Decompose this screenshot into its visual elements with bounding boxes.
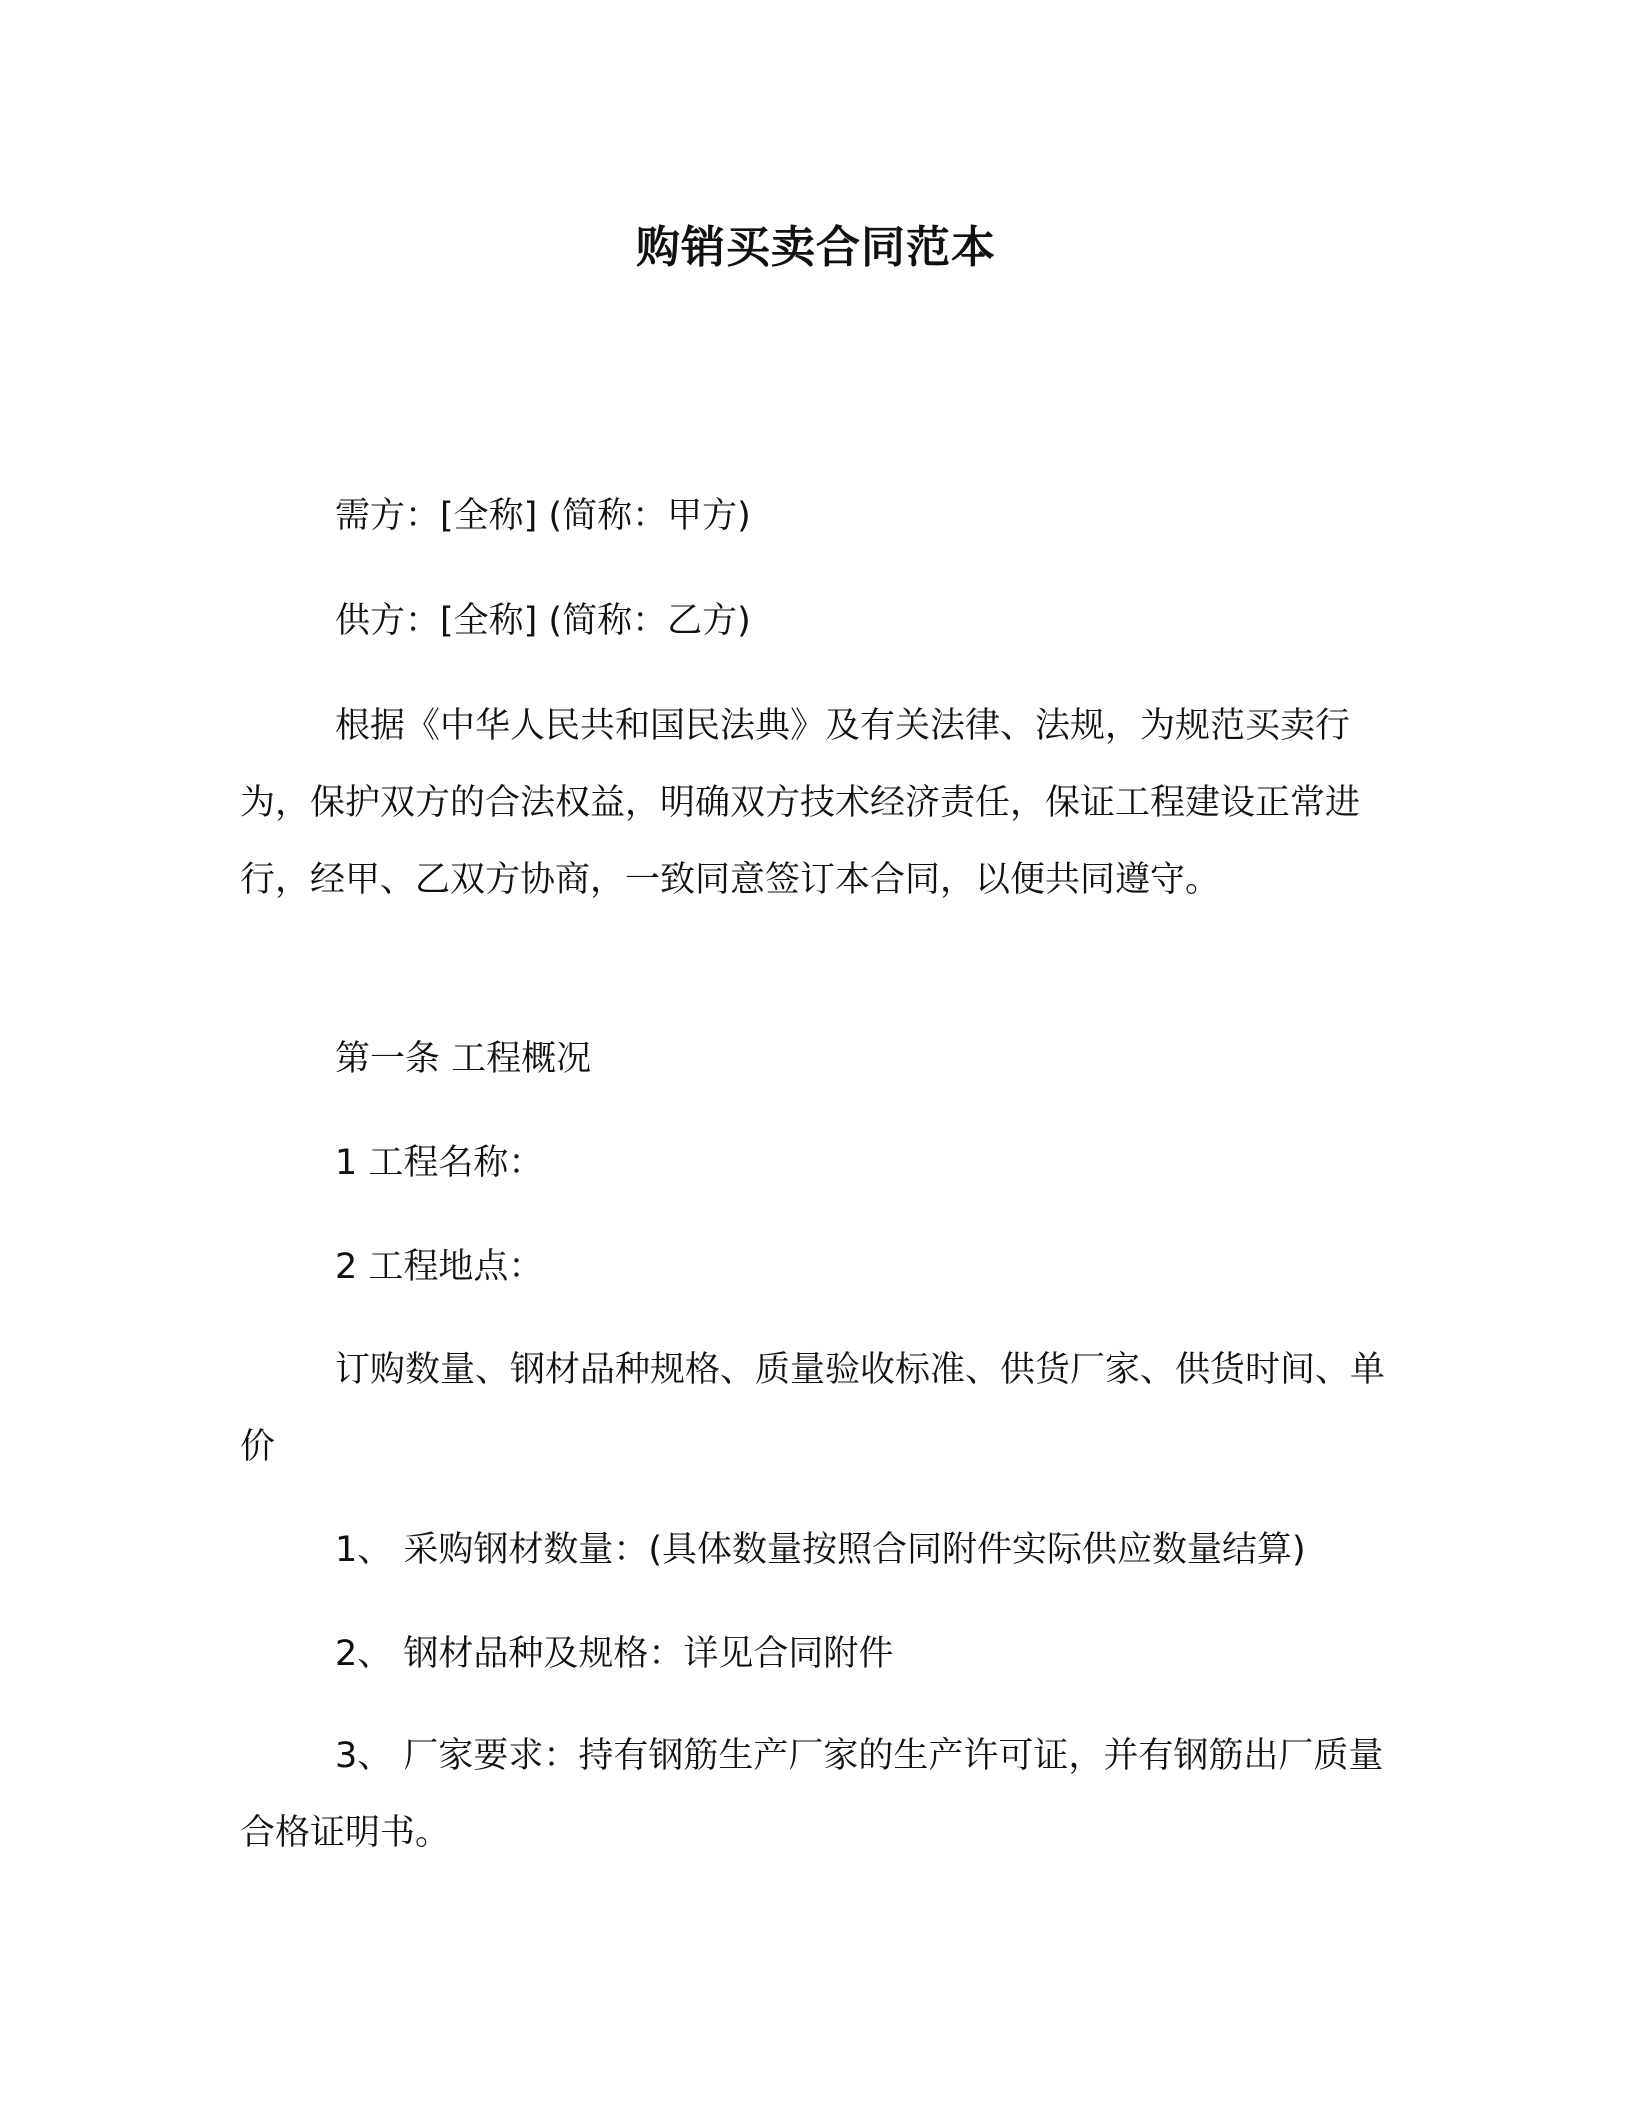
- item-3-paragraph: 3、 厂家要求：持有钢筋生产厂家的生产许可证，并有钢筋出厂质量合格证明书。: [240, 1736, 1384, 1853]
- buyer-line: 需方：[全称] (简称：甲方): [335, 496, 751, 536]
- document-title: 购销买卖合同范本: [636, 222, 996, 273]
- article-1-heading: 第一条 工程概况: [335, 1039, 592, 1079]
- item-1-line: 1、 采购钢材数量：(具体数量按照合同附件实际供应数量结算): [335, 1530, 1306, 1570]
- project-location-line: 2 工程地点：: [335, 1247, 544, 1287]
- project-name-line: 1 工程名称：: [335, 1143, 544, 1183]
- order-intro-paragraph: 订购数量、钢材品种规格、质量验收标准、供货厂家、供货时间、单价: [240, 1350, 1386, 1467]
- supplier-line: 供方：[全称] (简称：乙方): [335, 601, 751, 641]
- preamble-paragraph: 根据《中华人民共和国民法典》及有关法律、法规，为规范买卖行为，保护双方的合法权益，明确双方技术经济责任，保证工程建设正常进行，经甲、乙双方协商，一致同意签订本合同，以便共同遵守。: [240, 706, 1361, 900]
- item-2-line: 2、 钢材品种及规格：详见合同附件: [335, 1634, 894, 1674]
